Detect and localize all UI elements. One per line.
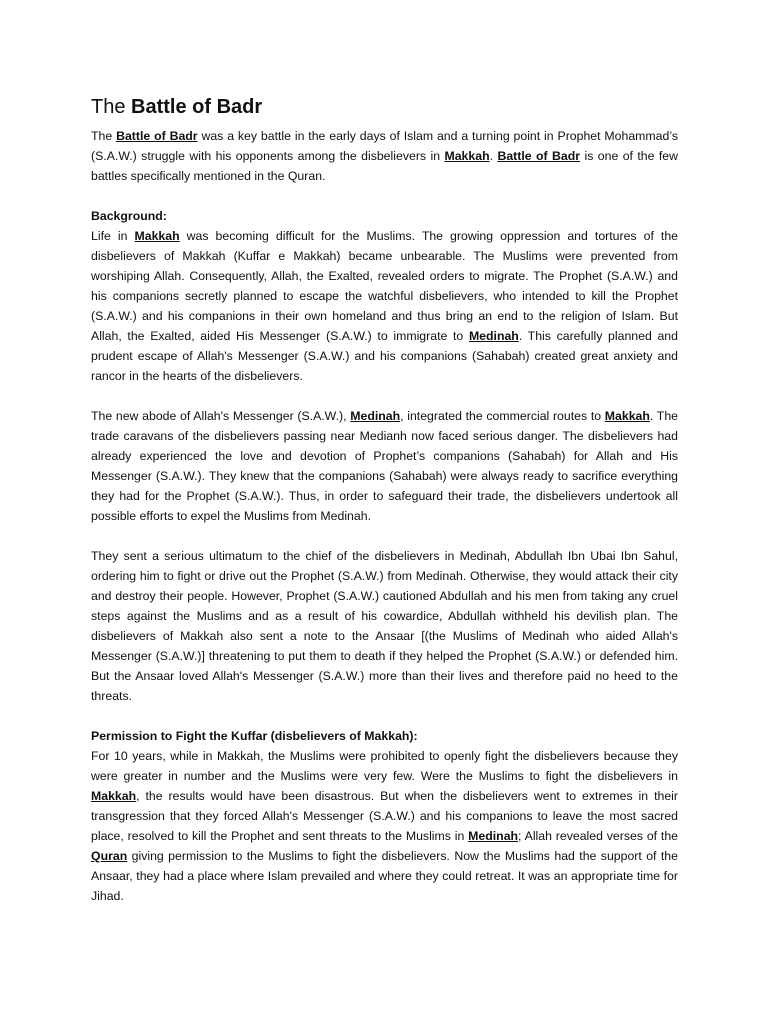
text-run: . (489, 149, 498, 163)
background-heading: Background: (91, 209, 167, 223)
text-run: They sent a serious ultimatum to the chief of the disbelievers in Medinah, Abdullah Ibn Ubai Ibn Sahul, ordering him to fight or drive out the Prophet (S.A.W.) from Medinah. Otherwise, they would attack their city and destroy their people. However, Prophet (S.A.W.) cautioned Abdullah and his men from taking any cruel steps against the Muslims and as a result of his cowardice, Abdullah withheld his devilish plan. The disbelievers of Makkah also sent a note to the Ansaar [(the Muslims of Medinah who aided Allah's Messenger (S.A.W.)] threatening to put them to death if they helped the Prophet (S.A.W.) or defended him. But the Ansaar loved Allah's Messenger (S.A.W.) more than their lives and therefore paid no heed to the threats. (91, 549, 678, 703)
text-run: was a key battle in the early days of Islam and a turning point in Prophet Mohammad’s (S.A.W.) struggle with his opponents among the disbelievers in (91, 129, 679, 163)
permission-section (91, 726, 678, 906)
keyword-link[interactable]: Makkah (444, 149, 490, 163)
title-bold: Battle of Badr (131, 96, 263, 118)
keyword-link[interactable]: Battle of Badr (497, 149, 581, 163)
text-run: , integrated the commercial routes to (400, 409, 605, 423)
title-prefix: The (91, 96, 132, 118)
keyword-link[interactable]: Makkah (91, 789, 137, 803)
text-run: ; Allah revealed verses of the (518, 829, 678, 843)
text-run: , the results would have been disastrous. But when the disbelievers went to extremes in their transgression that they forced Allah's Messenger (S.A.W.) and his companions to leave the most sacred place, resolved to kill the Prophet and sent threats to the Muslims in (91, 789, 678, 843)
background-paragraph (91, 229, 678, 383)
keyword-link[interactable]: Makkah (134, 229, 180, 243)
text-run: giving permission to the Muslims to fight the disbelievers. Now the Muslims had the support of the Ansaar, they had a place where Islam prevailed and where they could retreat. It was an appropriate time for Jihad. (91, 849, 678, 903)
paragraph-3 (91, 546, 678, 706)
keyword-link[interactable]: Medinah (468, 329, 519, 343)
keyword-link[interactable]: Medinah (350, 409, 401, 423)
keyword-link[interactable]: Makkah (604, 409, 650, 423)
paragraph-2 (91, 406, 678, 526)
text-run: was becoming difficult for the Muslims. The growing oppression and tortures of the disbelievers of Makkah (Kuffar e Makkah) became unbearable. The Muslims were prevented from worshiping Allah. Consequently, Allah, the Exalted, revealed orders to migrate. The Prophet (S.A.W.) and his companions secretly planned to escape the watchful disbelievers, who intended to kill the Prophet (S.A.W.) and his companions in their own homeland and thus bring an end to the religion of Islam. But Allah, the Exalted, aided His Messenger (S.A.W.) to immigrate to (91, 229, 679, 343)
text-run: is one of the few battles specifically mentioned in the Quran. (91, 149, 679, 183)
keyword-link[interactable]: Battle of Badr (116, 129, 198, 143)
document-title (91, 92, 678, 122)
background-section (91, 206, 678, 386)
permission-paragraph (91, 749, 678, 903)
text-run: . The trade caravans of the disbelievers passing near Medianh now faced serious danger. The disbelievers had already experienced the love and devotion of Prophet’s companions (Sahabah) for Allah and His Messenger (S.A.W.). They knew that the companions (Sahabah) were always ready to sacrifice everything they had for the Prophet (S.A.W.). Thus, in order to safeguard their trade, the disbelievers undertook all possible efforts to expel the Muslims from Medinah. (91, 409, 678, 523)
text-run: The (91, 129, 117, 143)
intro-paragraph (91, 126, 678, 186)
text-run: The new abode of Allah's Messenger (S.A.W.), (91, 409, 351, 423)
text-run: For 10 years, while in Makkah, the Muslims were prohibited to openly fight the disbelievers because they were greater in number and the Muslims were very few. Were the Muslims to fight the disbelievers in (91, 749, 678, 783)
text-run: . This carefully planned and prudent escape of Allah's Messenger (S.A.W.) and his companions (Sahabah) created great anxiety and rancor in the hearts of the disbelievers. (91, 329, 678, 383)
keyword-link[interactable]: Medinah (468, 829, 519, 843)
document-page (91, 92, 678, 926)
text-run: Life in (91, 229, 135, 243)
keyword-link[interactable]: Quran (91, 849, 128, 863)
permission-heading: Permission to Fight the Kuffar (disbelievers of Makkah): (91, 729, 418, 743)
